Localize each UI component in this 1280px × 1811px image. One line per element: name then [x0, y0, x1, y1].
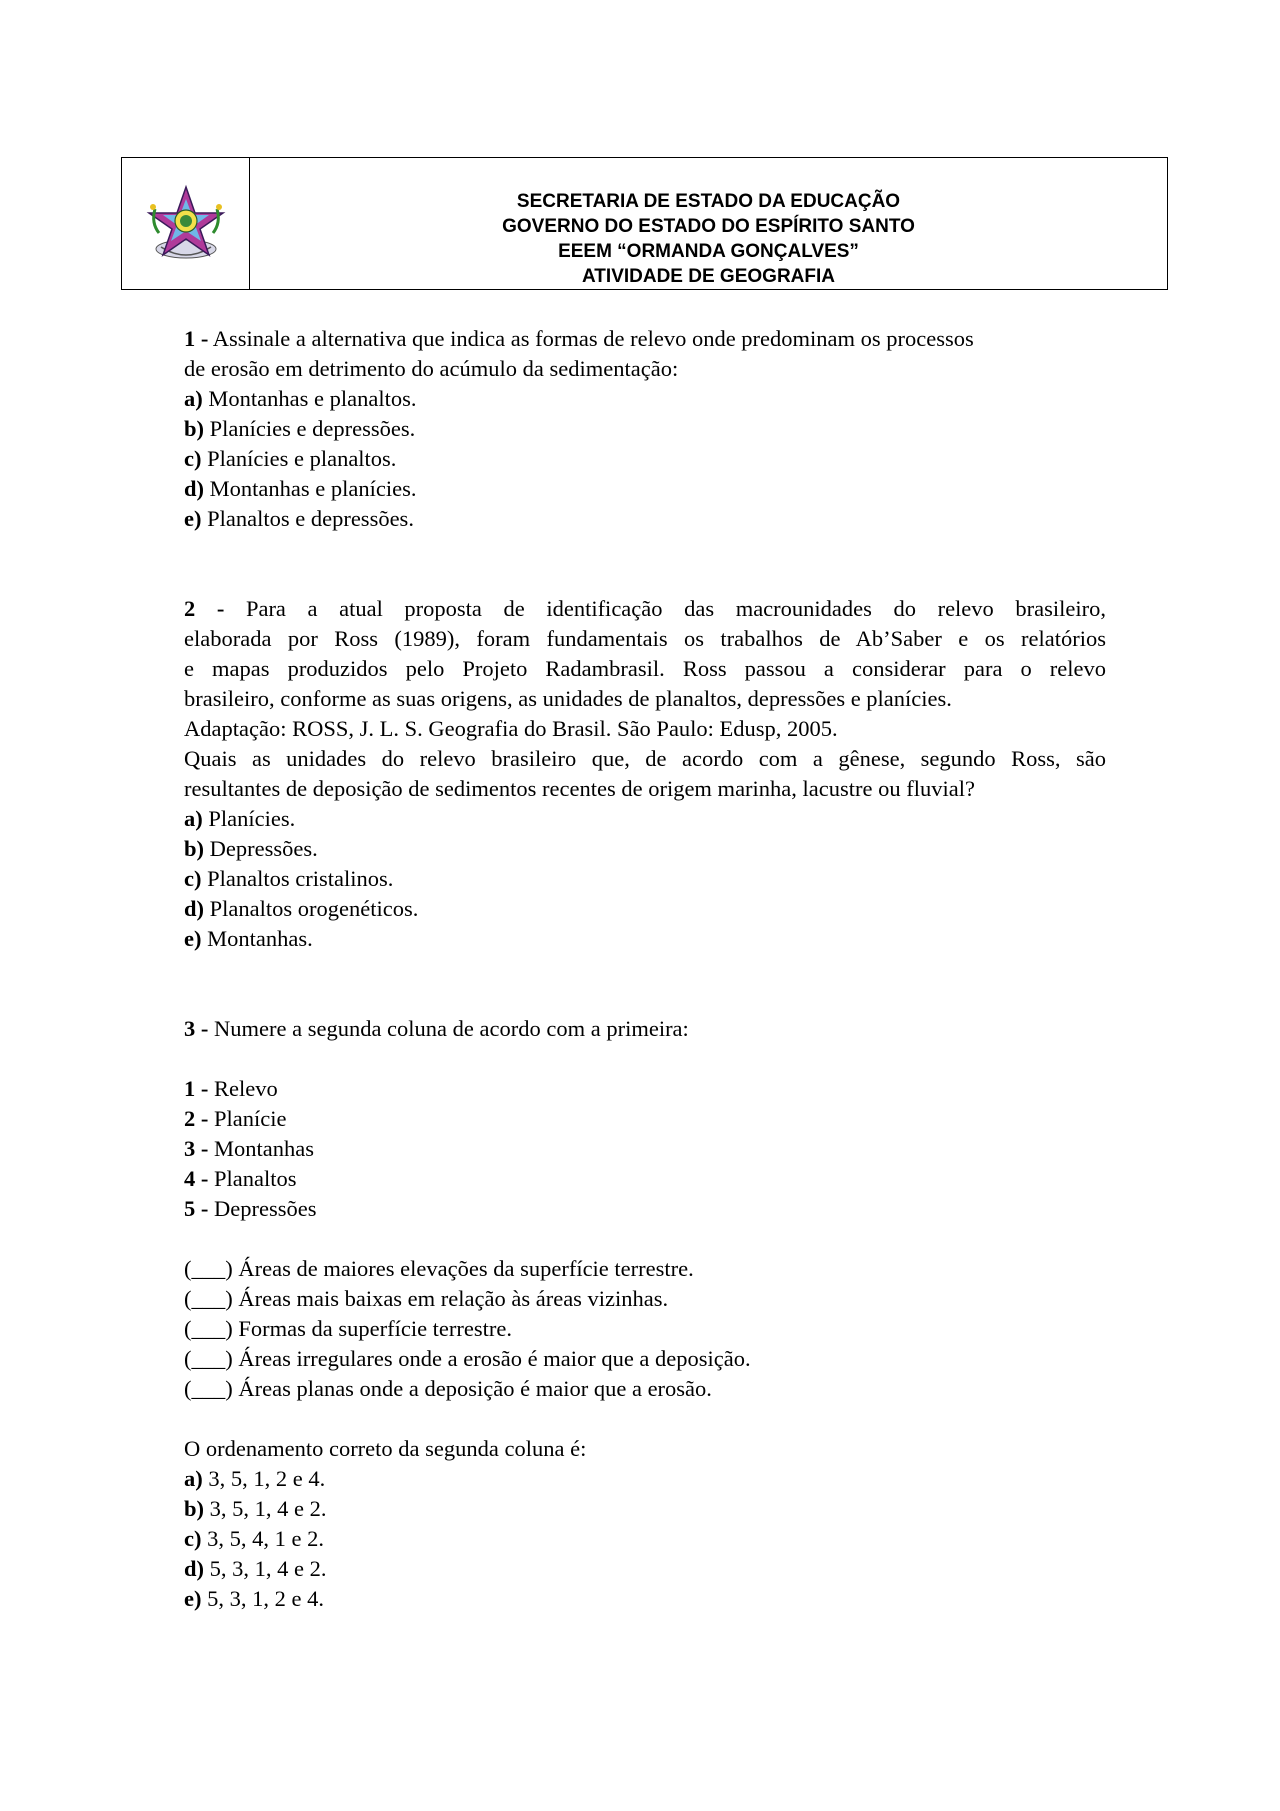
question-text: Para a atual proposta de identificação das macrounidades do relevo brasileiro,	[224, 596, 1106, 621]
option-e: e) 5, 3, 1, 2 e 4.	[184, 1586, 324, 1611]
question-number: 3 -	[184, 1016, 209, 1041]
first-column	[184, 1074, 1106, 1224]
list-item: 4 - Planaltos	[184, 1166, 297, 1191]
option-e: e) Montanhas.	[184, 926, 313, 951]
option-e: e) Planaltos e depressões.	[184, 506, 414, 531]
list-item: (___) Áreas mais baixas em relação às áreas vizinhas.	[184, 1286, 669, 1311]
list-item: 5 - Depressões	[184, 1196, 317, 1221]
header-line-governo: GOVERNO DO ESTADO DO ESPÍRITO SANTO	[502, 216, 915, 237]
question-1	[184, 324, 1106, 534]
question-prompt: resultantes de deposição de sedimentos recentes de origem marinha, lacustre ou fluvial?	[184, 776, 975, 801]
question-text: elaborada por Ross (1989), foram fundamentais os trabalhos de Ab’Saber e os relatórios	[184, 626, 1106, 651]
header-line-school: EEEM “ORMANDA GONÇALVES”	[558, 241, 859, 262]
header-table	[121, 157, 1168, 290]
question-prompt: Quais as unidades do relevo brasileiro que, de acordo com a gênese, segundo Ross, são	[184, 746, 1106, 771]
document-body	[184, 324, 1106, 1614]
question-text: brasileiro, conforme as suas origens, as unidades de planaltos, depressões e planícies.	[184, 686, 952, 711]
state-coat-of-arms-icon	[145, 183, 227, 265]
list-item: 3 - Montanhas	[184, 1136, 314, 1161]
option-a: a) 3, 5, 1, 2 e 4.	[184, 1466, 326, 1491]
option-c: c) Planaltos cristalinos.	[184, 866, 394, 891]
question-3	[184, 1014, 1106, 1614]
list-item: 2 - Planície	[184, 1106, 287, 1131]
second-column	[184, 1254, 1106, 1404]
option-d: d) Planaltos orogenéticos.	[184, 896, 419, 921]
option-b: b) Planícies e depressões.	[184, 416, 416, 441]
header-line-secretaria: SECRETARIA DE ESTADO DA EDUCAÇÃO	[516, 191, 901, 212]
question-text: e mapas produzidos pelo Projeto Radambrasil. Ross passou a considerar para o relevo	[184, 656, 1106, 681]
option-d: d) Montanhas e planícies.	[184, 476, 417, 501]
option-b: b) Depressões.	[184, 836, 318, 861]
option-d: d) 5, 3, 1, 4 e 2.	[184, 1556, 327, 1581]
list-item: (___) Formas da superfície terrestre.	[184, 1316, 512, 1341]
question-text: Assinale a alternativa que indica as formas de relevo onde predominam os processos	[208, 326, 974, 351]
option-a: a) Planícies.	[184, 806, 296, 831]
list-item: (___) Áreas irregulares onde a erosão é maior que a deposição.	[184, 1346, 751, 1371]
question-text: de erosão em detrimento do acúmulo da sedimentação:	[184, 356, 679, 381]
option-b: b) 3, 5, 1, 4 e 2.	[184, 1496, 327, 1521]
header-title-block	[250, 158, 1167, 289]
list-item: (___) Áreas planas onde a deposição é maior que a erosão.	[184, 1376, 712, 1401]
source-citation: Adaptação: ROSS, J. L. S. Geografia do Brasil. São Paulo: Edusp, 2005.	[184, 716, 838, 741]
question-text: Numere a segunda coluna de acordo com a primeira:	[208, 1016, 689, 1041]
option-a: a) Montanhas e planaltos.	[184, 386, 417, 411]
question-number: 1 -	[184, 326, 209, 351]
option-c: c) Planícies e planaltos.	[184, 446, 397, 471]
question-prompt: O ordenamento correto da segunda coluna é:	[184, 1436, 587, 1461]
list-item: (___) Áreas de maiores elevações da superfície terrestre.	[184, 1256, 694, 1281]
option-c: c) 3, 5, 4, 1 e 2.	[184, 1526, 324, 1551]
question-2	[184, 594, 1106, 954]
header-line-activity: ATIVIDADE DE GEOGRAFIA	[582, 266, 835, 287]
question-number: 2 -	[184, 596, 225, 621]
list-item: 1 - Relevo	[184, 1076, 278, 1101]
logo-cell	[122, 158, 250, 289]
